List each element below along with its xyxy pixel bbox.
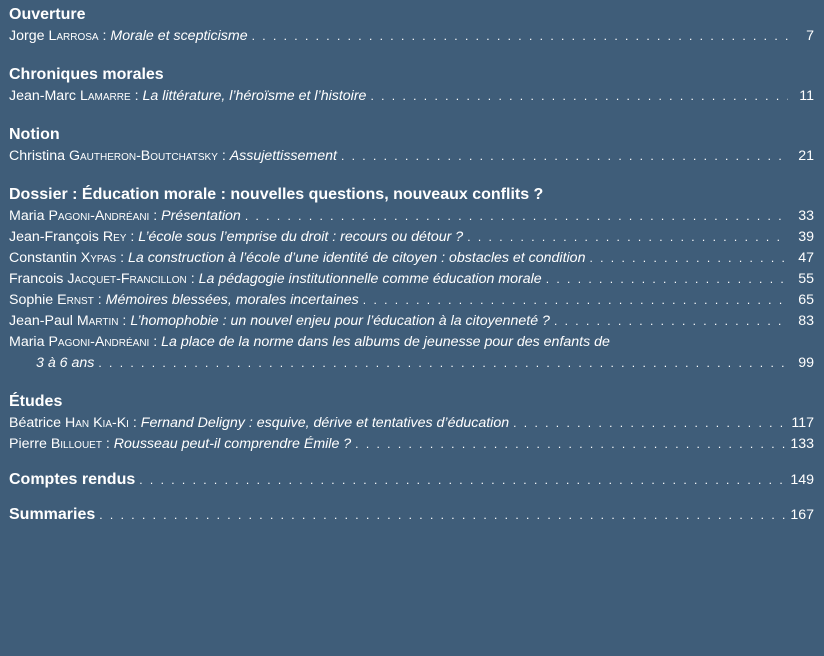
separator: :: [101, 436, 114, 452]
page-number: 99: [798, 355, 814, 371]
toc-entry-summaries[interactable]: [9, 504, 814, 525]
author-first-name: Constantin: [9, 250, 77, 266]
author-first-name: Jean-Marc: [9, 88, 77, 104]
entry-text: [9, 206, 241, 227]
author-last-name: Billouet: [50, 436, 102, 452]
dot-leader: [546, 269, 788, 290]
section-heading: Ouverture: [9, 6, 86, 23]
article-title: Morale et scepticisme: [110, 28, 248, 44]
toc-entry[interactable]: [9, 26, 814, 47]
section-etudes: [9, 391, 814, 455]
toc-entry[interactable]: [9, 227, 814, 248]
separator: :: [149, 334, 162, 350]
author-last-name: Pagoni-Andréani: [48, 208, 150, 224]
page-number: 33: [798, 208, 814, 224]
section-chroniques-morales: [9, 64, 814, 107]
dot-leader: [355, 434, 786, 455]
toc-entry[interactable]: [9, 206, 814, 227]
dot-leader: [341, 146, 788, 167]
separator: :: [98, 28, 111, 44]
article-title: La construction à l’école d’une identité de citoyen : obstacles et condition: [128, 250, 586, 266]
article-title: Fernand Deligny : esquive, dérive et tentatives d’éducation: [140, 415, 510, 431]
dot-leader: [98, 353, 788, 374]
toc-entry-line-2: [9, 353, 814, 374]
separator: :: [128, 415, 141, 431]
dot-leader: [513, 413, 787, 434]
entry-text: [9, 413, 509, 434]
article-title: L’homophobie : un nouvel enjeu pour l’éducation à la citoyenneté ?: [130, 313, 550, 329]
section-heading: Summaries: [9, 506, 96, 523]
article-title: Assujettissement: [229, 148, 337, 164]
section-heading: Comptes rendus: [9, 471, 136, 488]
toc-entry[interactable]: [9, 290, 814, 311]
section-heading: Dossier : Éducation morale : nouvelles questions, nouveaux conflits ?: [9, 186, 544, 203]
author-first-name: Christina: [9, 148, 65, 164]
author-last-name: Han Kia-Ki: [65, 415, 129, 431]
page-number: 55: [798, 271, 814, 287]
page-number: 39: [798, 229, 814, 245]
article-title: L’école sous l’emprise du droit : recours ou détour ?: [138, 229, 464, 245]
toc-entry[interactable]: [9, 413, 814, 434]
page-number: 133: [790, 436, 814, 452]
page-number: 117: [791, 415, 814, 431]
article-title: La place de la norme dans les albums de jeunesse pour des enfants de: [161, 334, 610, 350]
toc-entry[interactable]: [9, 86, 814, 107]
entry-text: [9, 146, 337, 167]
author-last-name: Ernst: [57, 292, 94, 308]
article-title: Mémoires blessées, morales incertaines: [105, 292, 359, 308]
author-first-name: Jean-François: [9, 229, 99, 245]
page-number: 47: [798, 250, 814, 266]
article-title: La pédagogie institutionnelle comme éducation morale: [198, 271, 542, 287]
dot-leader: [245, 206, 788, 227]
toc-entry-comptes-rendus[interactable]: [9, 469, 814, 490]
entry-text: [9, 290, 359, 311]
page-number: 167: [790, 507, 814, 523]
author-last-name: Larrosa: [48, 28, 99, 44]
separator: :: [186, 271, 199, 287]
article-title: La littérature, l’héroïsme et l’histoire: [142, 88, 367, 104]
author-last-name: Jacquet-Francillon: [67, 271, 187, 287]
page-number: 21: [798, 148, 814, 164]
author-last-name: Rey: [102, 229, 127, 245]
dot-leader: [139, 470, 786, 491]
toc-entry-line-1: [9, 332, 814, 353]
section-notion: [9, 124, 814, 167]
section-heading: Notion: [9, 126, 60, 143]
toc-entry[interactable]: [9, 146, 814, 167]
section-dossier: [9, 184, 814, 374]
dot-leader: [99, 505, 786, 526]
entry-text: [9, 332, 610, 353]
section-ouverture: [9, 4, 814, 47]
author-last-name: Pagoni-Andréani: [48, 334, 150, 350]
toc-entry-multiline[interactable]: [9, 332, 814, 374]
separator: :: [149, 208, 162, 224]
author-first-name: Maria: [9, 334, 45, 350]
section-heading: Chroniques morales: [9, 66, 164, 83]
article-title: Rousseau peut-il comprendre Émile ?: [113, 436, 352, 452]
page-number: 11: [799, 88, 814, 104]
separator: :: [118, 313, 131, 329]
page-number: 149: [790, 472, 814, 488]
author-first-name: Francois: [9, 271, 64, 287]
dot-leader: [252, 26, 788, 47]
article-title: Présentation: [161, 208, 241, 224]
separator: :: [130, 88, 143, 104]
author-last-name: Gautheron-Boutchatsky: [68, 148, 218, 164]
author-first-name: Jean-Paul: [9, 313, 73, 329]
author-first-name: Sophie: [9, 292, 54, 308]
dot-leader: [363, 290, 788, 311]
toc-entry[interactable]: [9, 269, 814, 290]
entry-text: [9, 311, 550, 332]
dot-leader: [589, 248, 788, 269]
author-last-name: Xypas: [80, 250, 117, 266]
author-first-name: Maria: [9, 208, 45, 224]
separator: :: [93, 292, 106, 308]
separator: :: [217, 148, 230, 164]
author-last-name: Lamarre: [79, 88, 131, 104]
toc-entry[interactable]: [9, 248, 814, 269]
entry-text: [9, 227, 463, 248]
separator: :: [116, 250, 129, 266]
dot-leader: [467, 227, 788, 248]
entry-text: [9, 434, 351, 455]
toc-entry[interactable]: [9, 311, 814, 332]
table-of-contents: [9, 4, 814, 525]
dot-leader: [370, 86, 788, 107]
author-last-name: Martin: [76, 313, 119, 329]
entry-text: [9, 26, 248, 47]
author-first-name: Béatrice: [9, 415, 62, 431]
separator: :: [126, 229, 139, 245]
page-number: 7: [806, 28, 814, 44]
page-number: 83: [798, 313, 814, 329]
entry-text: [9, 248, 585, 269]
author-first-name: Pierre: [9, 436, 47, 452]
dot-leader: [554, 311, 788, 332]
toc-entry[interactable]: [9, 434, 814, 455]
page-number: 65: [798, 292, 814, 308]
article-title-continued: 3 à 6 ans: [36, 355, 95, 371]
author-first-name: Jorge: [9, 28, 45, 44]
entry-text: [9, 86, 366, 107]
entry-text: [9, 269, 542, 290]
section-heading: Études: [9, 393, 63, 410]
